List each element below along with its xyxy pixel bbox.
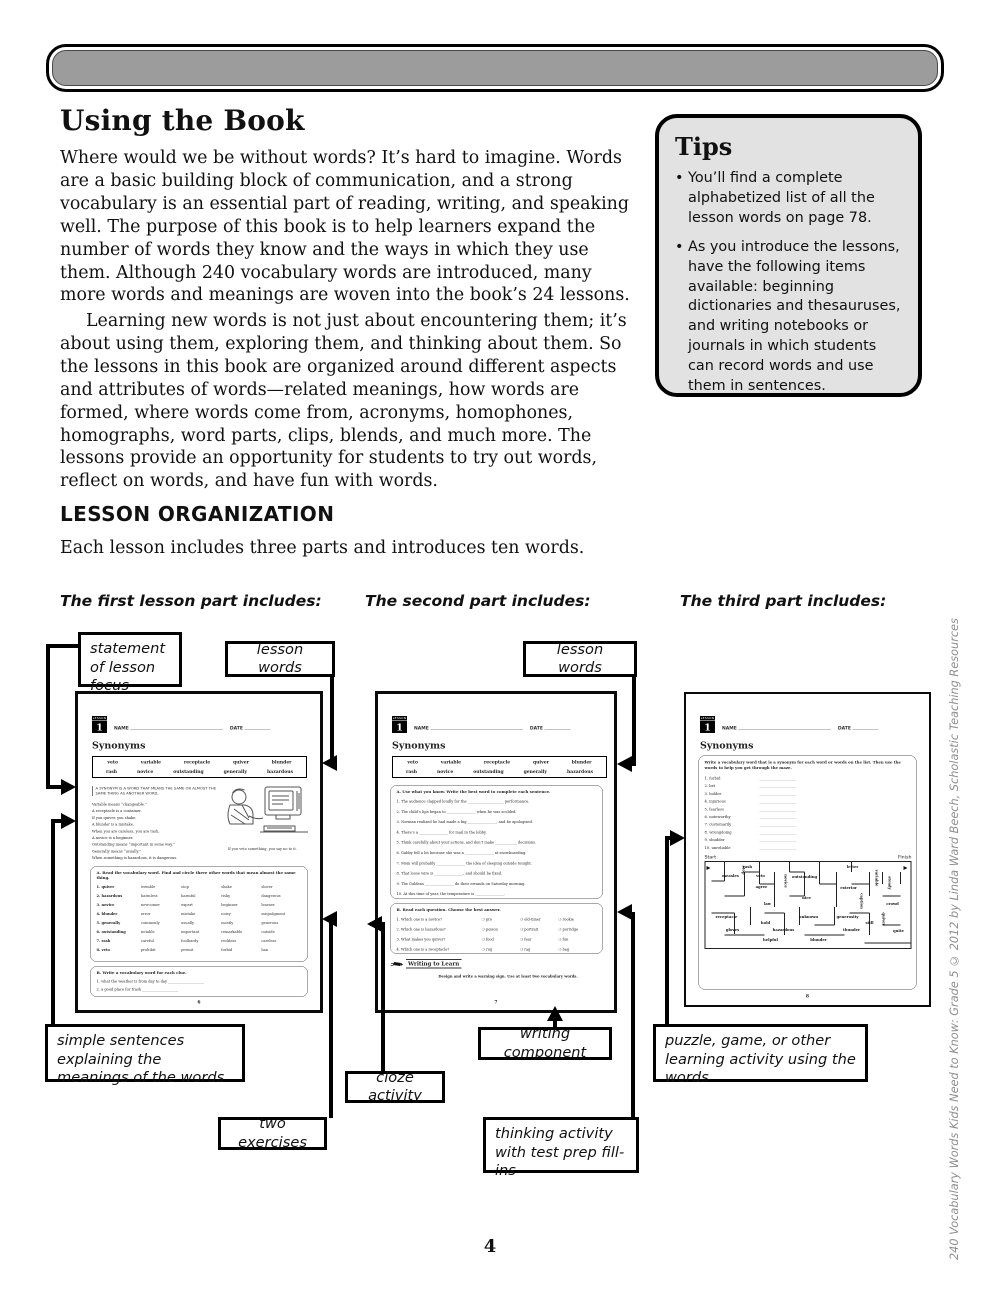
maze-word: blunder <box>810 937 827 943</box>
maze-word: unknown <box>798 914 819 920</box>
maze-word: agree <box>755 884 768 890</box>
exercise-option: reckless <box>221 938 237 943</box>
callout-statement-of-lesson-focus: statement of lesson focus <box>78 632 182 687</box>
computer-clipart <box>222 783 312 848</box>
answer-blank: ____________________ <box>759 837 797 843</box>
word-box-row <box>396 758 603 768</box>
exercise-word: 2. hazardous <box>96 893 123 898</box>
column-header-second-part: The second part includes: <box>365 592 591 610</box>
clipart-caption: If you veto something, you say no to it. <box>228 847 297 851</box>
exercise-option: misjudgment <box>261 911 286 916</box>
exercise-option: harmful <box>181 893 196 898</box>
meaning-sentence: Variable means “changeable.” <box>92 802 147 807</box>
maze-word: still <box>865 920 874 926</box>
lesson-word: quiver <box>232 760 249 765</box>
callout-puzzle-game: puzzle, game, or other learning activity using the words <box>653 1024 868 1082</box>
synonym-clue: 6. noteworthy <box>704 814 731 820</box>
cloze-sentence: 3. Norman realized he had made a big ________________, and he apologized. <box>396 819 533 825</box>
writing-to-learn-text: Design and write a warning sign. Use at least two vocabulary words. <box>438 974 578 979</box>
arrow-up-icon <box>547 1006 563 1021</box>
lesson-word: quiver <box>532 760 549 765</box>
worksheet-thumbnail-part3 <box>684 692 931 1007</box>
cloze-sentence: 8. That loose wire is ________________, and should be fixed. <box>396 871 503 876</box>
mc-option: ❍ old-timer <box>519 917 541 922</box>
maze-finish-label: Finish <box>897 854 912 861</box>
page-title: Using the Book <box>60 104 305 137</box>
exercise-a-title: A. Read the vocabulary word. Find and circle three other words that mean almost the same thing. <box>96 870 296 880</box>
lesson-badge-number: 1 <box>96 722 103 733</box>
maze-word: outstanding <box>791 874 818 880</box>
synonym-clue: 4. injurious <box>704 799 726 804</box>
connector-line <box>381 922 385 1072</box>
callout-writing-component: writing component <box>478 1027 612 1060</box>
lesson-word: variable <box>140 760 162 765</box>
maze-word: caption <box>859 893 865 909</box>
exercise-a-row <box>97 937 302 946</box>
lesson-word: veto <box>107 760 118 765</box>
exercise-option: ban <box>261 947 269 952</box>
meaning-sentence: A receptacle is a container. <box>92 808 142 814</box>
answer-blank: ____________________ <box>759 806 797 812</box>
synonym-clue: 2. bet <box>704 783 716 789</box>
arrow-left-icon <box>322 911 337 927</box>
exercise-option: shiver <box>261 884 273 889</box>
synonym-list-row <box>705 790 911 798</box>
maze-word: variable <box>874 869 880 887</box>
tips-box <box>655 114 922 397</box>
exercise-option: harmless <box>140 893 158 898</box>
lesson-word: novice <box>437 769 454 775</box>
maze-word: rash <box>742 864 753 870</box>
intro-paragraph-1: Where would we be without words? It’s hard to imagine. Words are a basic building block of communication, and a strong vocabulary is an essential part of reading, writing, and speaking well. The purpose of this book is to help learners expand the number of words they know and the ways in which they use them. Although 240 vocabulary words are introduced, many more words and meanings are woven into the book’s 24 lessons. <box>60 148 630 306</box>
lesson-word: rash <box>405 769 418 775</box>
column-header-third-part: The third part includes: <box>680 592 887 610</box>
callout-lesson-words-2: lesson words <box>523 641 637 677</box>
exercise-option: generous <box>261 920 279 925</box>
answer-blank: ____________________ <box>759 783 797 789</box>
maze-word: receptacle <box>715 914 738 920</box>
exercise-word: 7. rash <box>96 938 111 943</box>
writing-to-learn <box>390 959 605 969</box>
exercise-option: noisy <box>221 911 231 916</box>
connector-line <box>665 836 669 1026</box>
exercise-b-title: B. Read each question. Choose the best answer. <box>396 907 501 912</box>
callout-cloze-activity: cloze activity <box>345 1071 445 1103</box>
lesson-word: blunder <box>571 760 592 765</box>
exercise-option: stop <box>181 884 189 889</box>
cloze-sentence: 6. Gabby fell a lot because she was a ________________ at snowboarding. <box>396 850 527 855</box>
lesson-badge <box>700 716 715 733</box>
name-line <box>430 725 523 730</box>
exercise-option: careful <box>140 938 154 943</box>
cloze-sentence: 1. The audience clapped loudly for the ____________________ performance. <box>396 799 530 804</box>
puzzle-box <box>698 755 917 990</box>
exercise-option: dangerous <box>261 893 281 898</box>
mc-option: ❍ rag <box>519 947 531 952</box>
lesson-badge-label: LESSON <box>392 716 407 720</box>
section-subheading: Each lesson includes three parts and introduces ten words. <box>60 538 585 558</box>
writing-to-learn-title: Writing to Learn <box>408 960 460 967</box>
maze-word: quiver <box>881 912 887 926</box>
date-label: DATE <box>529 726 543 731</box>
meaning-sentence: A blunder is a mistake. <box>92 822 134 827</box>
answer-blank: ____________________ <box>759 829 797 835</box>
worksheet-page-number: 6 <box>197 1000 201 1005</box>
worksheet-thumbnail-part1 <box>75 691 323 1013</box>
meaning-sentence: Outstanding means “important in some way.” <box>92 842 175 847</box>
exercise-option: careless <box>261 938 277 943</box>
callout-two-exercises: two exercises <box>218 1117 327 1150</box>
mc-question: 3. What makes you quiver? <box>396 937 446 942</box>
word-box-row <box>396 768 603 778</box>
exercise-a-row <box>97 901 302 910</box>
exercise-option: permit <box>181 947 194 952</box>
date-line <box>852 725 878 730</box>
maze-start-label: Start <box>704 854 717 861</box>
cloze-sentence: 9. The Goldens ________________ do their errands on Saturday morning. <box>396 881 526 886</box>
exercise-option: usually <box>181 920 195 925</box>
meaning-sentence: A novice is a beginner. <box>92 835 134 841</box>
exercise-a-row <box>97 883 302 892</box>
exercise-option: foolhardy <box>181 938 199 943</box>
exercise-a-row <box>97 919 302 928</box>
exercise-option: expert <box>181 902 193 907</box>
word-box <box>92 756 307 778</box>
synonym-list-row <box>705 821 911 829</box>
maze-word: generosity <box>836 914 859 920</box>
mc-question: 1. Which one is a novice? <box>396 917 442 922</box>
lesson-badge-number: 1 <box>704 722 711 733</box>
connector-line <box>46 644 50 789</box>
exercise-a-row <box>97 892 302 901</box>
maze-word: gloves <box>725 927 740 933</box>
exercise-option: forbid <box>221 947 233 952</box>
connector-line <box>329 919 333 1118</box>
exercise-b-box <box>390 903 603 954</box>
answer-blank: ____________________ <box>759 845 797 850</box>
exercise-option: outside <box>261 929 275 934</box>
cloze-sentence: 10. At this time of year, the temperature is ________________. <box>396 891 506 897</box>
exercise-b-box <box>90 966 308 997</box>
word-box <box>392 756 607 778</box>
synonym-clue: 9. shudder <box>704 837 725 843</box>
maze-word: hold <box>760 920 771 926</box>
maze-word: veto <box>756 873 765 879</box>
mc-option: ❍ fear <box>519 937 532 942</box>
callout-thinking-activity: thinking activity with test prep fill-ins <box>483 1117 639 1173</box>
exercise-word: 3. novice <box>96 902 115 907</box>
maze-word: steady <box>887 876 893 890</box>
name-label: NAME <box>414 726 429 731</box>
name-label: NAME <box>114 726 129 731</box>
lesson-badge-label: LESSON <box>700 716 715 720</box>
worksheet-thumbnail-part2 <box>375 691 617 1013</box>
lesson-word: generally <box>523 769 548 775</box>
worksheet-title: Synonyms <box>92 740 146 751</box>
synonym-list-row <box>705 828 911 836</box>
synonym-clue: 10. unreliable <box>704 845 731 850</box>
meaning-sentence: If you quiver, you shake. <box>92 815 137 820</box>
callout-simple-sentences: simple sentences explaining the meanings of the words <box>45 1024 245 1082</box>
answer-blank: ____________________ <box>759 791 797 796</box>
tip-item: • You’ll find a complete alphabetized list of all the lesson words on page 78. <box>675 169 902 229</box>
tips-title: Tips <box>675 132 733 161</box>
lesson-word: receptacle <box>183 760 211 765</box>
synonym-clue: 5. fearless <box>704 806 724 812</box>
lesson-focus-statement: A SYNONYM IS A WORD THAT MEANS THE SAME OR ALMOST THE SAME THING AS ANOTHER WORD. <box>92 786 220 796</box>
puzzle-instructions: Write a vocabulary word that is a synonym for each word or words on the list. Then use the words to help you get through the maze. <box>704 760 901 770</box>
date-line <box>544 725 570 730</box>
exercise-word: 1. quiver <box>96 884 115 889</box>
name-line <box>738 725 831 730</box>
meaning-sentence: Generally means “usually.” <box>92 848 142 854</box>
mc-question: 2. Which one is hazardous? <box>396 927 446 932</box>
connector-line <box>330 677 334 766</box>
mc-option: ❍ fun <box>558 937 569 942</box>
mc-option: ❍ portrait <box>519 927 539 932</box>
exercise-word: 6. outstanding <box>96 929 126 934</box>
mc-option: ❍ rug <box>481 947 493 952</box>
lesson-word: veto <box>407 760 418 765</box>
exercise-option: learner <box>261 902 275 907</box>
maze-word: thunder <box>843 927 860 933</box>
mc-option: ❍ poison <box>481 927 498 932</box>
mc-option: ❍ porridge <box>558 927 579 932</box>
lesson-word: rash <box>105 769 118 775</box>
top-decorative-bar <box>46 44 944 92</box>
exercise-word: 5. generally <box>96 920 121 925</box>
name-label: NAME <box>722 726 737 731</box>
tip-item: • As you introduce the lessons, have the following items available: beginning dictionaries and thesauruses, and writing notebooks or journals in which students can record words and use them in sentences. <box>675 238 902 397</box>
cloze-sentence: 4. There’s a ________________ for mail in the lobby. <box>396 829 487 835</box>
maze-word: law <box>763 901 772 907</box>
synonym-list-row <box>705 805 911 813</box>
lesson-word: hazardous <box>567 769 593 775</box>
exercise-option: mostly <box>221 920 234 925</box>
exercise-option: risky <box>221 893 231 898</box>
exercise-a-row <box>97 928 302 937</box>
connector-line <box>632 676 636 766</box>
multiple-choice-row <box>397 935 597 945</box>
lesson-badge-label: LESSON <box>92 716 107 720</box>
exercise-word: 4. blunder <box>96 911 118 916</box>
arrow-left-icon <box>322 755 337 771</box>
lesson-word: outstanding <box>173 769 204 775</box>
exercise-a-row <box>97 910 302 919</box>
exercise-option: error <box>140 911 151 916</box>
exercise-b-title: B. Write a vocabulary word for each clue. <box>96 970 187 975</box>
synonym-list-row <box>705 813 911 821</box>
name-date-row <box>414 725 609 731</box>
maze-word: crowd <box>886 901 899 907</box>
maze-word: measles <box>722 873 739 879</box>
exercise-option: important <box>181 929 200 934</box>
arrow-left-icon <box>617 904 632 920</box>
exercise-option: beginner <box>221 902 238 907</box>
arrow-right-icon <box>61 813 76 829</box>
exercise-a-title: A. Use what you know. Write the best word to complete each sentence. <box>396 789 551 794</box>
lesson-word: novice <box>137 769 154 775</box>
mc-option: ❍ pro <box>481 917 493 922</box>
lesson-badge <box>92 716 107 733</box>
date-line <box>244 725 270 730</box>
synonym-list-row <box>705 836 911 844</box>
name-date-row <box>114 725 309 731</box>
synonym-clue: 3. holder <box>704 791 722 796</box>
exercise-b-item: 2. a good place for trash ____________________ <box>96 987 179 992</box>
maze <box>705 861 911 951</box>
mc-option: ❍ rookie <box>558 917 574 922</box>
copyright-credit: 240 Vocabulary Words Kids Need to Know: Grade 5 © 2012 by Linda Ward Beech, Scholastic Teaching Resources <box>948 618 961 1260</box>
exercise-option: mistake <box>181 911 196 916</box>
date-label: DATE <box>229 726 243 731</box>
worksheet-title: Synonyms <box>700 740 754 751</box>
name-line <box>130 725 223 730</box>
mc-option: ❍ food <box>481 937 494 942</box>
top-bar-fill <box>52 50 938 86</box>
connector-line <box>631 912 635 1118</box>
person-at-computer-icon <box>222 783 312 846</box>
answer-blank: ____________________ <box>759 776 797 781</box>
lesson-word: outstanding <box>473 769 504 775</box>
answer-blank: ____________________ <box>759 814 797 820</box>
maze-word: letter <box>846 864 859 870</box>
synonym-list-row <box>705 844 911 852</box>
word-box-row <box>96 758 303 768</box>
lesson-word: receptacle <box>483 760 511 765</box>
worksheet-page-number: 7 <box>494 1000 498 1005</box>
exercise-word: 8. veto <box>96 947 110 952</box>
synonym-list-row <box>705 775 911 783</box>
answer-blank: ____________________ <box>759 799 797 804</box>
meaning-sentence: When you are careless, you are rash. <box>92 828 160 834</box>
exercise-option: remarkable <box>221 929 243 934</box>
maze-word: exterior <box>840 885 857 891</box>
name-date-row <box>722 725 917 731</box>
meaning-sentences <box>92 801 218 861</box>
cloze-sentence: 7. Mom will probably ________________ the idea of sleeping outside tonight. <box>396 860 533 866</box>
exercise-option: tremble <box>140 884 156 889</box>
arrow-left-icon <box>367 916 382 932</box>
lesson-badge-number: 1 <box>396 722 403 733</box>
cloze-sentence: 2. The child’s lips began to ________________ when he was scolded. <box>396 809 517 814</box>
maze-word: helpful <box>763 937 778 943</box>
word-box-row <box>96 768 303 778</box>
column-header-first-part: The first lesson part includes: <box>60 592 322 610</box>
exercise-b-item: 1. what the weather is from day to day ____________________ <box>96 979 205 984</box>
lesson-word: generally <box>223 769 248 775</box>
maze-word: quite <box>893 928 904 934</box>
synonym-list <box>705 775 911 852</box>
maze-graphic <box>705 861 912 949</box>
multiple-choice-row <box>397 925 597 935</box>
callout-lesson-words-1: lesson words <box>225 641 335 677</box>
exercise-option: commonly <box>140 920 160 925</box>
mc-question: 4. Which one is a receptacle? <box>396 947 450 952</box>
cloze-sentence: 5. Think carefully about your actions, and don’t make ____________ decisions. <box>396 840 537 845</box>
synonym-clue: 1. forbid <box>704 776 721 781</box>
lesson-word: hazardous <box>267 769 293 775</box>
answer-blank: ____________________ <box>759 822 797 827</box>
arrow-left-icon <box>617 756 632 772</box>
lesson-word: variable <box>440 760 462 765</box>
synonym-list-row <box>705 798 911 806</box>
maze-word: stop <box>741 865 747 875</box>
arrow-right-icon <box>61 779 76 795</box>
lesson-badge <box>392 716 407 733</box>
exercise-option: shake <box>221 884 232 889</box>
synonym-list-row <box>705 782 911 790</box>
lesson-word: blunder <box>271 760 292 765</box>
connector-line <box>46 644 79 648</box>
connector-line <box>51 819 55 1026</box>
arrow-right-icon <box>670 830 685 846</box>
exercise-option: newcomer <box>140 902 160 907</box>
synonym-clue: 8. wrongdoing <box>704 829 732 835</box>
exercise-option: notable <box>140 929 155 934</box>
meaning-sentence: When something is hazardous, it is dangerous. <box>92 855 178 861</box>
pencil-icon <box>390 961 403 967</box>
exercise-option: prohibit <box>140 947 156 952</box>
maze-word: novice <box>783 874 789 888</box>
section-heading: LESSON ORGANIZATION <box>60 502 335 526</box>
worksheet-page-number: 8 <box>805 994 810 999</box>
maze-word: hazardous <box>772 927 795 933</box>
multiple-choice-row <box>397 915 597 925</box>
maze-word: nice <box>802 895 811 901</box>
start-finish-row <box>705 855 912 861</box>
worksheet-title: Synonyms <box>392 740 446 751</box>
exercise-a-row <box>97 946 302 955</box>
synonym-clue: 7. customarily <box>704 822 732 827</box>
date-label: DATE <box>837 726 851 731</box>
multiple-choice-row <box>397 945 597 955</box>
intro-paragraph-2: Learning new words is not just about encountering them; it’s about using them, exploring them, and thinking about them. So the lessons in this book are organized around different aspects and attributes of words—related meanings, how words are formed, where words come from, acronyms, homophones, homographs, word parts, clips, blends, and much more. The lessons provide an opportunity for students to try out words, reflect on words, and have fun with words. <box>60 311 627 492</box>
exercise-a-box <box>390 785 603 899</box>
exercise-a-box <box>90 866 308 962</box>
page-number: 4 <box>483 1236 497 1257</box>
mc-option: ❍ bag <box>558 947 570 952</box>
